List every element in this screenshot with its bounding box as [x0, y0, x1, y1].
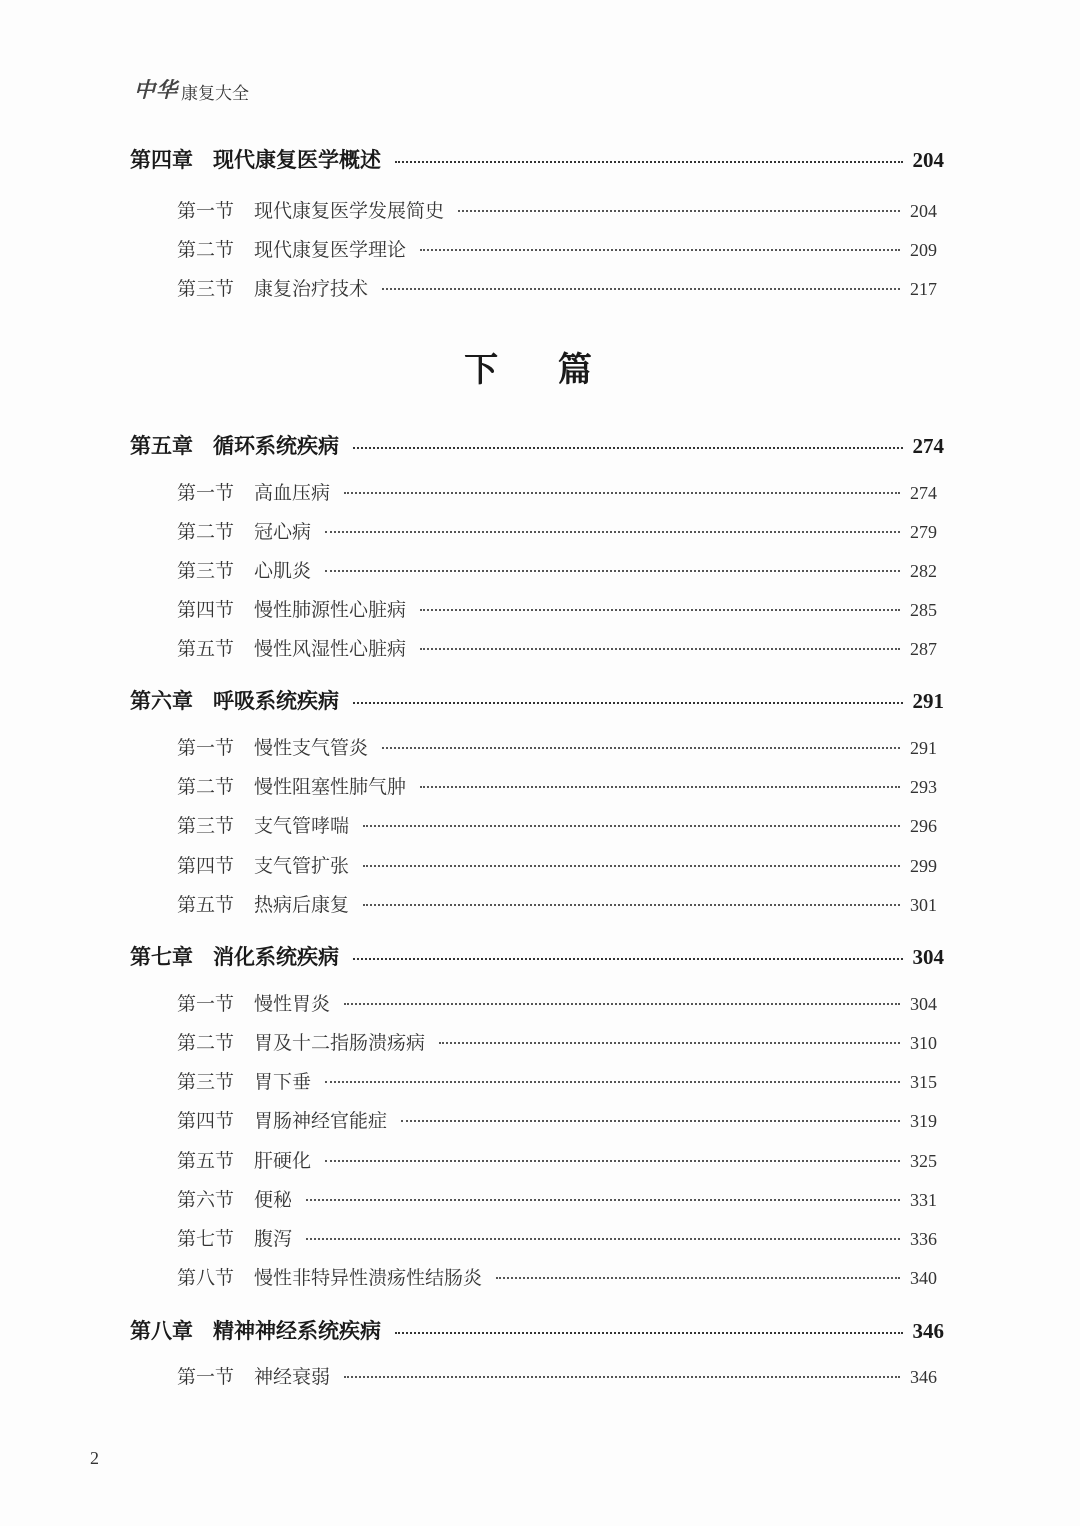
dot-leader	[325, 569, 900, 572]
section-page: 299	[910, 856, 937, 876]
section-title: 慢性胃炎	[254, 993, 331, 1015]
toc-section[interactable]	[177, 1106, 937, 1133]
section-page: 287	[910, 639, 937, 659]
dot-leader	[439, 1041, 900, 1044]
chapter-page: 304	[912, 945, 944, 969]
section-label: 第一节	[177, 200, 235, 222]
dot-leader	[395, 160, 903, 163]
toc-chapter[interactable]	[130, 144, 944, 174]
section-title: 便秘	[254, 1189, 293, 1211]
section-page: 310	[910, 1033, 937, 1053]
toc-section[interactable]	[177, 595, 937, 622]
chapter-title: 精神神经系统疾病	[213, 1318, 381, 1343]
toc-section[interactable]	[177, 1224, 937, 1251]
toc-section[interactable]	[177, 634, 937, 661]
section-page: 217	[910, 279, 937, 299]
dot-leader	[420, 248, 900, 251]
section-page: 315	[910, 1072, 937, 1092]
dot-leader	[363, 824, 900, 827]
dot-leader	[344, 1002, 900, 1005]
toc-section[interactable]	[177, 811, 937, 838]
toc-chapter[interactable]	[130, 430, 944, 460]
section-label: 第二节	[177, 239, 235, 261]
chapter-label: 第四章	[130, 147, 193, 172]
section-label: 第五节	[177, 1150, 235, 1172]
section-label: 第一节	[177, 482, 235, 504]
dot-leader	[344, 1375, 900, 1378]
section-title: 慢性阻塞性肺气肿	[254, 776, 407, 798]
chapter-page: 204	[912, 148, 944, 172]
toc-section[interactable]	[177, 890, 937, 917]
toc-section[interactable]	[177, 556, 937, 583]
toc-section[interactable]	[177, 733, 937, 760]
section-title: 热病后康复	[254, 894, 350, 916]
section-label: 第二节	[177, 1032, 235, 1054]
section-page: 296	[910, 816, 937, 836]
section-page: 325	[910, 1151, 937, 1171]
section-label: 第八节	[177, 1267, 235, 1289]
dot-leader	[420, 608, 900, 611]
section-label: 第四节	[177, 1110, 235, 1132]
section-page: 331	[910, 1190, 937, 1210]
section-title: 现代康复医学理论	[254, 239, 407, 261]
section-label: 第三节	[177, 1071, 235, 1093]
section-label: 第六节	[177, 1189, 235, 1211]
section-page: 304	[910, 994, 937, 1014]
dot-leader	[306, 1198, 900, 1201]
chapter-page: 274	[912, 434, 944, 458]
section-title: 康复治疗技术	[254, 278, 369, 300]
section-title: 神经衰弱	[254, 1366, 331, 1388]
section-page: 279	[910, 522, 937, 542]
section-label: 第一节	[177, 1366, 235, 1388]
toc-section[interactable]	[177, 1185, 937, 1212]
section-page: 336	[910, 1229, 937, 1249]
section-title: 高血压病	[254, 482, 331, 504]
toc-chapter[interactable]	[130, 685, 944, 715]
section-label: 第一节	[177, 993, 235, 1015]
section-title: 支气管哮喘	[254, 815, 350, 837]
section-page: 274	[910, 483, 937, 503]
dot-leader	[458, 209, 900, 212]
section-title: 胃肠神经官能症	[254, 1110, 388, 1132]
section-page: 209	[910, 240, 937, 260]
toc-chapter[interactable]	[130, 941, 944, 971]
section-label: 第三节	[177, 815, 235, 837]
dot-leader	[496, 1276, 900, 1279]
toc-section[interactable]	[177, 1362, 937, 1389]
chapter-label: 第八章	[130, 1318, 193, 1343]
section-label: 第三节	[177, 278, 235, 300]
toc-section[interactable]	[177, 196, 937, 223]
dot-leader	[382, 746, 900, 749]
dot-leader	[325, 1080, 900, 1083]
dot-leader	[353, 701, 903, 704]
section-page: 346	[910, 1367, 937, 1387]
toc-section[interactable]	[177, 517, 937, 544]
chapter-title: 呼吸系统疾病	[213, 688, 339, 713]
toc-chapter[interactable]	[130, 1315, 944, 1345]
chapter-label: 第五章	[130, 433, 193, 458]
chapter-title: 循环系统疾病	[213, 433, 339, 458]
page-number: 2	[90, 1448, 99, 1468]
section-title: 慢性风湿性心脏病	[254, 638, 407, 660]
toc-section[interactable]	[177, 274, 937, 301]
section-page: 301	[910, 895, 937, 915]
section-title: 现代康复医学发展简史	[254, 200, 445, 222]
toc-section[interactable]	[177, 1263, 937, 1290]
dot-leader	[353, 957, 903, 960]
section-title: 胃下垂	[254, 1071, 312, 1093]
chapter-title: 消化系统疾病	[213, 944, 339, 969]
chapter-label: 第六章	[130, 688, 193, 713]
chapter-page: 346	[912, 1319, 944, 1343]
section-label: 第七节	[177, 1228, 235, 1250]
toc-section[interactable]	[177, 989, 937, 1016]
section-label: 第四节	[177, 599, 235, 621]
section-page: 282	[910, 561, 937, 581]
section-label: 第二节	[177, 521, 235, 543]
section-page: 204	[910, 201, 937, 221]
toc-section[interactable]	[177, 772, 937, 799]
section-page: 285	[910, 600, 937, 620]
book-header	[134, 74, 249, 104]
section-label: 第五节	[177, 638, 235, 660]
section-title: 支气管扩张	[254, 855, 350, 877]
toc-section[interactable]	[177, 1146, 937, 1173]
section-page: 293	[910, 777, 937, 797]
section-title: 腹泻	[254, 1228, 293, 1250]
toc-section[interactable]	[177, 851, 937, 878]
brand-logo: 中华	[134, 78, 178, 102]
section-title: 慢性支气管炎	[254, 737, 369, 759]
dot-leader	[382, 287, 900, 290]
dot-leader	[395, 1331, 903, 1334]
dot-leader	[344, 491, 900, 494]
section-page: 291	[910, 738, 937, 758]
toc-section[interactable]	[177, 1067, 937, 1094]
dot-leader	[401, 1119, 900, 1122]
toc-section[interactable]	[177, 235, 937, 262]
section-title: 心肌炎	[254, 560, 312, 582]
section-page: 319	[910, 1111, 937, 1131]
book-title: 康复大全	[181, 84, 249, 104]
dot-leader	[363, 864, 900, 867]
chapter-page: 291	[912, 689, 944, 713]
section-label: 第四节	[177, 855, 235, 877]
dot-leader	[420, 785, 900, 788]
chapter-title: 现代康复医学概述	[213, 147, 381, 172]
dot-leader	[363, 903, 900, 906]
section-title: 慢性非特异性溃疡性结肠炎	[254, 1267, 483, 1289]
section-label: 第三节	[177, 560, 235, 582]
section-label: 第五节	[177, 894, 235, 916]
part-title: 下 篇	[464, 350, 616, 390]
section-title: 慢性肺源性心脏病	[254, 599, 407, 621]
dot-leader	[325, 530, 900, 533]
section-label: 第二节	[177, 776, 235, 798]
section-title: 冠心病	[254, 521, 312, 543]
dot-leader	[325, 1159, 900, 1162]
dot-leader	[420, 647, 900, 650]
dot-leader	[306, 1237, 900, 1240]
chapter-label: 第七章	[130, 944, 193, 969]
dot-leader	[353, 446, 903, 449]
toc-section[interactable]	[177, 1028, 937, 1055]
section-title: 肝硬化	[254, 1150, 312, 1172]
section-label: 第一节	[177, 737, 235, 759]
toc-section[interactable]	[177, 478, 937, 505]
section-title: 胃及十二指肠溃疡病	[254, 1032, 426, 1054]
section-page: 340	[910, 1268, 937, 1288]
